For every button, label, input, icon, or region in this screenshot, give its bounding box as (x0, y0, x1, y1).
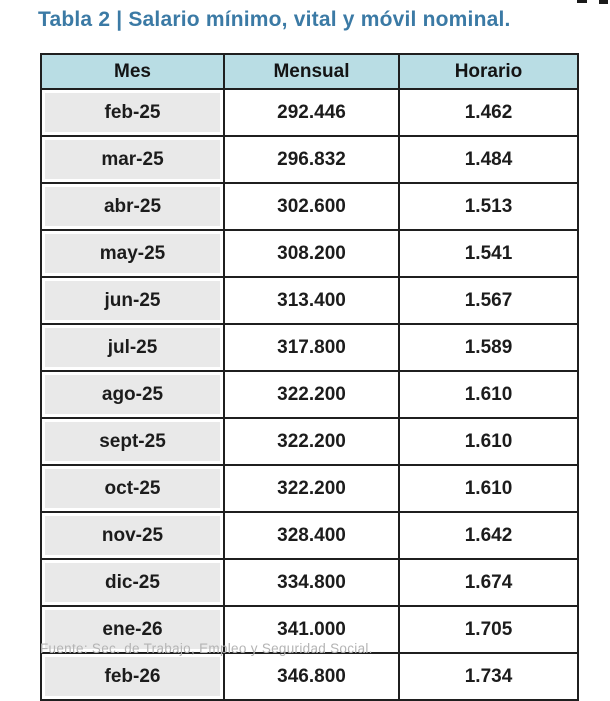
mensual-cell: 346.800 (224, 653, 399, 700)
mensual-cell: 328.400 (224, 512, 399, 559)
mensual-cell: 313.400 (224, 277, 399, 324)
horario-cell: 1.642 (399, 512, 578, 559)
horario-cell: 1.567 (399, 277, 578, 324)
mensual-cell: 302.600 (224, 183, 399, 230)
table-row (41, 418, 578, 465)
mes-cell: mar-25 (45, 140, 220, 179)
horario-cell: 1.541 (399, 230, 578, 277)
table-row (41, 465, 578, 512)
table-header-row (41, 54, 578, 89)
table-row (41, 136, 578, 183)
column-header-mes: Mes (41, 54, 224, 89)
table-row (41, 371, 578, 418)
cropped-text-fragment (577, 0, 587, 3)
horario-cell: 1.513 (399, 183, 578, 230)
horario-cell: 1.484 (399, 136, 578, 183)
horario-cell: 1.674 (399, 559, 578, 606)
page-title: Tabla 2 | Salario mínimo, vital y móvil nominal. (38, 8, 511, 31)
mes-cell: jul-25 (45, 328, 220, 367)
salary-table (40, 53, 579, 701)
mes-cell: ago-25 (45, 375, 220, 414)
table-row (41, 230, 578, 277)
table-row (41, 512, 578, 559)
mensual-cell: 292.446 (224, 89, 399, 136)
horario-cell: 1.462 (399, 89, 578, 136)
mensual-cell: 341.000 (224, 606, 399, 653)
mes-cell: nov-25 (45, 516, 220, 555)
horario-cell: 1.734 (399, 653, 578, 700)
mes-cell: dic-25 (45, 563, 220, 602)
horario-cell: 1.610 (399, 371, 578, 418)
column-header-mensual: Mensual (224, 54, 399, 89)
mensual-cell: 296.832 (224, 136, 399, 183)
mensual-cell: 317.800 (224, 324, 399, 371)
source-note: Fuente: Sec. de Trabajo, Empleo y Seguridad Social. (40, 641, 373, 656)
mensual-cell: 334.800 (224, 559, 399, 606)
mensual-cell: 308.200 (224, 230, 399, 277)
mensual-cell: 322.200 (224, 418, 399, 465)
table-row (41, 324, 578, 371)
horario-cell: 1.589 (399, 324, 578, 371)
horario-cell: 1.610 (399, 465, 578, 512)
table-row (41, 183, 578, 230)
mensual-cell: 322.200 (224, 371, 399, 418)
mensual-cell: 322.200 (224, 465, 399, 512)
mes-cell: jun-25 (45, 281, 220, 320)
mes-cell: ene-26 (45, 610, 220, 649)
horario-cell: 1.705 (399, 606, 578, 653)
mes-cell: feb-26 (45, 657, 220, 696)
horario-cell: 1.610 (399, 418, 578, 465)
table-row (41, 277, 578, 324)
mes-cell: feb-25 (45, 93, 220, 132)
mes-cell: may-25 (45, 234, 220, 273)
table-row (41, 653, 578, 700)
column-header-horario: Horario (399, 54, 578, 89)
mes-cell: oct-25 (45, 469, 220, 508)
table-row (41, 89, 578, 136)
table-row (41, 559, 578, 606)
mes-cell: abr-25 (45, 187, 220, 226)
cropped-text-fragment (599, 0, 608, 4)
mes-cell: sept-25 (45, 422, 220, 461)
